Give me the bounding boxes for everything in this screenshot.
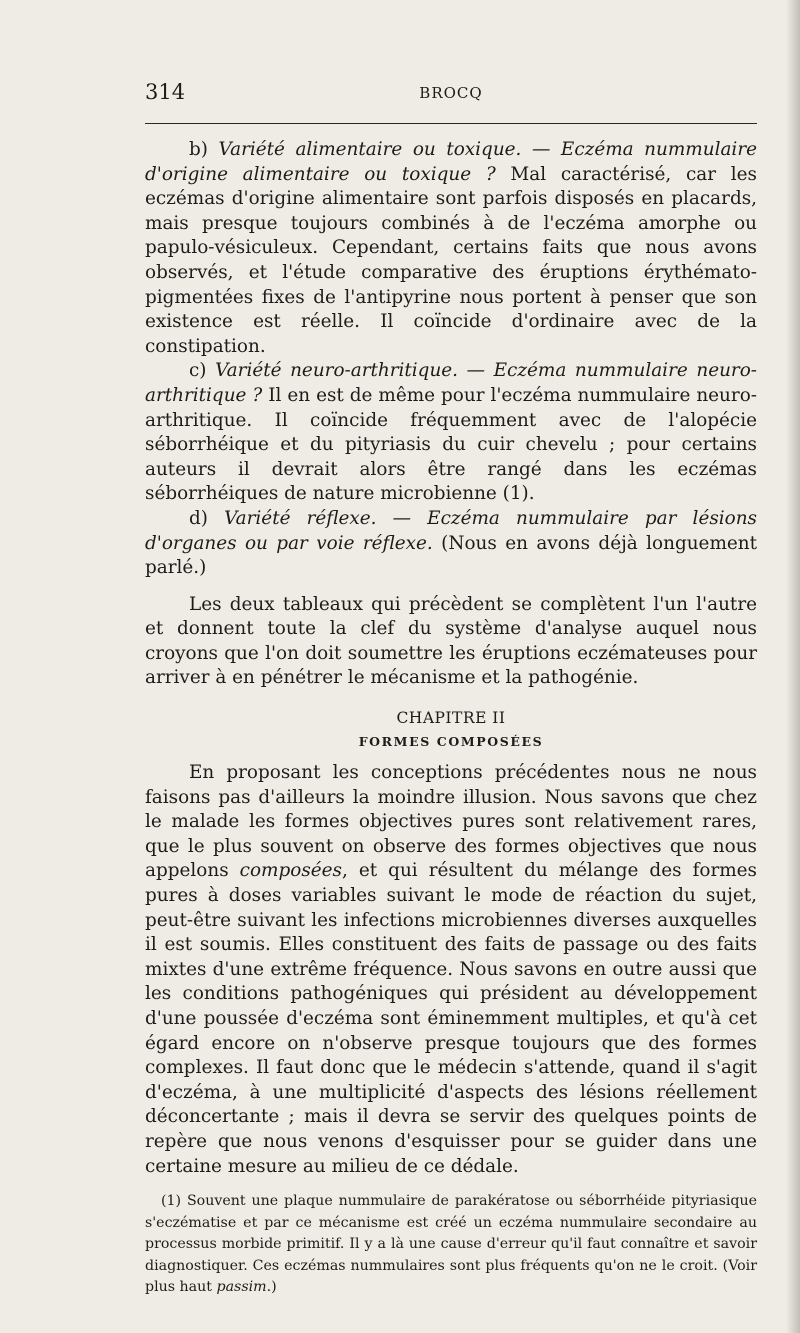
footnote-text: (1) Souvent une plaque nummulaire de parakératose ou séborrhéide pityriasique s'eczématise et par ce mécanisme est créé un eczéma nummulaire secondaire au processus morbide primitif. Il y a là une cause d'erreur qu'il faut connaître et savoir diagnostiquer. Ces eczémas nummulaires sont plus fréquents qu'on ne le croit. (Voir plus haut (145, 1193, 757, 1296)
paragraph-text: (Nous en avons déjà longuement parlé.) (145, 532, 757, 579)
item-label: c) (189, 360, 216, 382)
paragraph-text: En proposant les conceptions précédentes nous ne nous faisons pas d'ailleurs la moindre illusion. Nous savons que chez le malade les formes objectives pures sont relativement rares, que le plus souvent on observe des formes objectives que nous appelons (145, 762, 757, 882)
item-label: d) (189, 507, 225, 529)
paragraph-text: Mal caractérisé, car les eczémas d'origine alimentaire sont parfois disposés en placards, mais presque toujours combinés à de l'eczéma amorphe ou papulo-vésiculeux. Cependant, certains faits que nous avons observés, et l'étude comparative des éruptions érythémato-pigmentées fixes de l'antipyrine nous portent à penser que son existence est réelle. Il coïncide d'ordinaire avec de la constipation. (145, 163, 757, 357)
section-heading: Variété alimentaire ou toxique. — Eczéma nummulaire d'origine alimentaire ou toxique ? (145, 139, 757, 185)
paragraph-variete-neuro-arthritique (145, 359, 757, 507)
page-edge-shadow (786, 0, 800, 1333)
footnote (145, 1191, 757, 1299)
paragraph-text: Il en est de même pour l'eczéma nummulaire neuro-arthritique. Il coïncide fréquemment avec de l'alopécie séborrhéique et du pityriasis du cuir chevelu ; pour certains auteurs il devrait alors être rangé dans les eczémas séborrhéiques de nature microbienne (1). (145, 384, 757, 505)
item-label: b) (189, 139, 219, 160)
paragraph-variete-reflexe (145, 507, 757, 581)
paragraph-text: , et qui résultent du mélange des formes pures à doses variables suivant le mode de réaction du sujet, peut-être suivant les infections microbiennes diverses auxquelles il est soumis. Elles constituent des faits de passage ou des faits mixtes d'une extrême fréquence. Nous savons en outre aussi que les conditions pathogéniques qui président au développement d'une poussée d'eczéma sont éminemment multiples, et qu'à cet égard encore on n'observe presque toujours que des formes complexes. Il faut donc que le médecin s'attende, quand il s'agit d'eczéma, à une multiplicité d'aspects des lésions réellement déconcertante ; mais il devra se servir des quelques points de repère que nous venons d'esquisser pour se guider dans une certaine mesure au milieu de ce dédale. (145, 860, 757, 1177)
section-heading: Variété réflexe. — Eczéma nummulaire par lésions d'organes ou par voie réflexe. (145, 507, 757, 554)
running-head: BROCQ (419, 84, 483, 102)
emphasis: composées (239, 860, 342, 882)
paragraph-conclusion: Les deux tableaux qui précèdent se complètent l'un l'autre et donnent toute la clef du système d'analyse auquel nous croyons que l'on doit soumettre les éruptions eczémateuses pour arriver à en pénétrer le mécanisme et la pathogénie. (145, 593, 757, 689)
header-rule (145, 123, 757, 124)
paragraph-formes-composees (145, 761, 757, 1179)
body-text (145, 138, 757, 1299)
chapter-title: CHAPITRE II (396, 709, 506, 728)
chapter-subtitle: FORMES COMPOSÉES (358, 734, 544, 750)
paragraph-variete-alimentaire (145, 138, 757, 359)
page-number: 314 (145, 80, 186, 104)
footnote-end: .) (266, 1279, 277, 1296)
footnote-emphasis: passim (216, 1279, 267, 1296)
page-header (145, 80, 757, 114)
section-heading: Variété neuro-arthritique. — Eczéma nummulaire neuro-arthritique ? (145, 360, 757, 406)
